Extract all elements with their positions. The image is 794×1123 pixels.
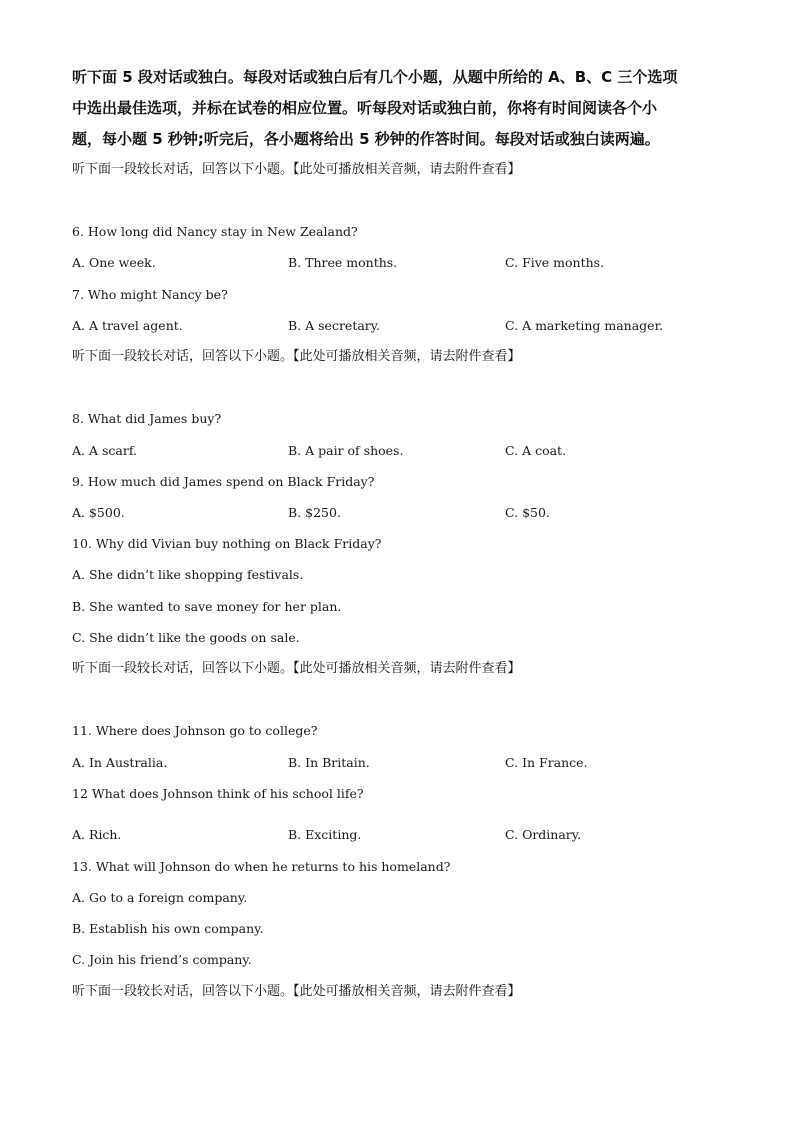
question-6-stem: 6. How long did Nancy stay in New Zealand? <box>72 224 358 239</box>
question-13-option-a: A. Go to a foreign company. <box>72 890 248 905</box>
question-8-stem: 8. What did James buy? <box>72 411 222 426</box>
option-c: C. $50. <box>505 505 550 520</box>
option-b: B. A secretary. <box>288 318 381 333</box>
question-13-stem: 13. What will Johnson do when he returns to his homeland? <box>72 859 451 874</box>
audio-section-note: 听下面一段较长对话，回答以下小题。【此处可播放相关音频，请去附件查看】 <box>72 661 521 676</box>
option-a: A. Rich. <box>72 827 122 842</box>
question-8-options <box>72 442 722 460</box>
instruction-line: 听下面 5 段对话或独白。每段对话或独白后有几个小题，从题中所给的 A、B、C 三个选项 <box>72 68 678 86</box>
question-11-stem: 11. Where does Johnson go to college? <box>72 723 318 738</box>
option-a: A. A travel agent. <box>72 318 183 333</box>
question-10-stem: 10. Why did Vivian buy nothing on Black Friday? <box>72 536 382 551</box>
question-11-options <box>72 754 722 772</box>
instruction-line: 中选出最佳选项，并标在试卷的相应位置。听每段对话或独白前，你将有时间阅读各个小 <box>72 99 658 117</box>
option-a: A. $500. <box>72 505 125 520</box>
option-a: A. A scarf. <box>72 443 137 458</box>
question-9-options <box>72 504 722 522</box>
option-b: B. In Britain. <box>288 755 370 770</box>
audio-section-note: 听下面一段较长对话，回答以下小题。【此处可播放相关音频，请去附件查看】 <box>72 349 521 364</box>
question-12-options <box>72 826 722 844</box>
option-b: B. $250. <box>288 505 341 520</box>
question-7-options <box>72 317 722 335</box>
question-6-options <box>72 254 722 272</box>
question-7-stem: 7. Who might Nancy be? <box>72 287 228 302</box>
option-c: C. A coat. <box>505 443 567 458</box>
question-10-option-c: C. She didn’t like the goods on sale. <box>72 630 300 645</box>
question-13-option-c: C. Join his friend’s company. <box>72 952 252 967</box>
option-c: C. A marketing manager. <box>505 318 664 333</box>
option-b: B. Exciting. <box>288 827 362 842</box>
option-a: A. One week. <box>72 255 156 270</box>
option-b: B. Three months. <box>288 255 398 270</box>
option-b: B. A pair of shoes. <box>288 443 404 458</box>
audio-section-note: 听下面一段较长对话，回答以下小题。【此处可播放相关音频，请去附件查看】 <box>72 162 521 177</box>
listening-instructions <box>72 62 722 155</box>
option-c: C. In France. <box>505 755 588 770</box>
question-10-option-a: A. She didn’t like shopping festivals. <box>72 567 304 582</box>
question-10-option-b: B. She wanted to save money for her plan. <box>72 599 342 614</box>
option-a: A. In Australia. <box>72 755 168 770</box>
question-12-stem: 12 What does Johnson think of his school life? <box>72 786 364 801</box>
option-c: C. Five months. <box>505 255 605 270</box>
question-9-stem: 9. How much did James spend on Black Friday? <box>72 474 375 489</box>
audio-section-note: 听下面一段较长对话，回答以下小题。【此处可播放相关音频，请去附件查看】 <box>72 984 521 999</box>
option-c: C. Ordinary. <box>505 827 582 842</box>
instruction-line: 题，每小题 5 秒钟;听完后，各小题将给出 5 秒钟的作答时间。每段对话或独白读两遍。 <box>72 130 660 148</box>
question-13-option-b: B. Establish his own company. <box>72 921 264 936</box>
